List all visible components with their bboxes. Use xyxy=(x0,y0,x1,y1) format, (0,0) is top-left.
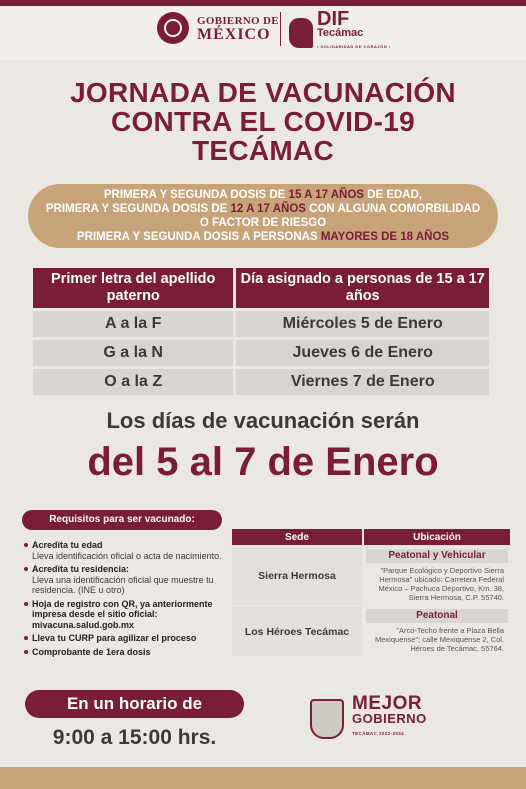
assigned-day: Viernes 7 de Enero xyxy=(236,369,489,395)
logo-line1: MEJOR xyxy=(352,693,423,714)
requirement-title: Hoja de registro con QR, ya anteriormente impresa desde el sitio oficial: mivacuna.salud.gob.mx xyxy=(32,598,213,630)
list-item xyxy=(24,540,234,561)
footer-stripe xyxy=(0,767,526,789)
requirement-title: Acredita tu residencia: xyxy=(32,564,130,574)
requirements-list xyxy=(24,540,234,660)
locations-header-sede: Sede xyxy=(232,529,362,545)
elig-l2-highlight: 12 A 17 AÑOS xyxy=(230,203,306,215)
bullet-icon xyxy=(24,543,28,547)
tecamac-shield-icon xyxy=(310,699,344,739)
elig-l4-a: PRIMERA Y SEGUNDA DOSIS A PERSONAS xyxy=(76,231,321,243)
location-cell xyxy=(364,607,510,656)
requirement-title: Acredita tu edad xyxy=(32,540,103,550)
mejor-gobierno-logo xyxy=(310,693,427,741)
table-row xyxy=(33,340,489,366)
letter-range: O a la Z xyxy=(33,369,233,395)
locations-header-ubicacion: Ubicación xyxy=(364,529,510,545)
list-item xyxy=(24,633,234,644)
requirement-detail: Lleva identificación oficial o acta de nacimiento. xyxy=(32,550,222,561)
gobierno-de-mexico-logo xyxy=(157,12,279,44)
table-row xyxy=(232,547,510,605)
title-line1: JORNADA DE VACUNACIÓN xyxy=(70,77,456,108)
location-name: Sierra Hermosa xyxy=(232,547,362,605)
header-bar xyxy=(0,0,526,60)
elig-l2-b: CON ALGUNA COMORBILIDAD xyxy=(305,203,481,215)
title-line2: CONTRA EL COVID-19 xyxy=(110,106,416,137)
dif-heart-icon xyxy=(289,18,313,48)
table-row xyxy=(33,369,489,395)
locations-table xyxy=(230,527,512,658)
list-item xyxy=(24,599,234,631)
logo-divider xyxy=(280,12,281,46)
requirement-title: Lleva tu CURP para agilizar el proceso xyxy=(32,633,197,643)
logo-line2: GOBIERNO xyxy=(352,711,427,726)
bullet-icon xyxy=(24,602,28,606)
eligibility-text xyxy=(28,188,498,244)
assigned-day: Jueves 6 de Enero xyxy=(236,340,489,366)
elig-l3: O FACTOR DE RIESGO xyxy=(199,217,327,229)
letter-range: G a la N xyxy=(33,340,233,366)
requirements-title: Requisitos para ser vacunado: xyxy=(22,510,222,530)
dif-place: Tecámac xyxy=(317,27,364,39)
location-name: Los Héroes Tecámac xyxy=(232,607,362,656)
location-cell xyxy=(364,547,510,605)
requirement-detail: Lleva una identificación oficial que muestre tu residencia. (INE u otro) xyxy=(32,574,214,595)
page-title xyxy=(0,78,526,165)
schedule-header-day: Día asignado a personas de 15 a 17 años xyxy=(236,268,489,308)
schedule-table xyxy=(30,265,492,398)
access-type-badge: Peatonal xyxy=(366,609,508,623)
gob-line1: GOBIERNO DE xyxy=(197,15,279,27)
top-stripe xyxy=(0,0,526,6)
gob-line2: MÉXICO xyxy=(197,26,271,43)
days-label: Los días de vacunación serán xyxy=(106,408,420,433)
title-line3: TECÁMAC xyxy=(191,135,335,166)
hours-value: 9:00 a 15:00 hrs. xyxy=(52,726,217,749)
location-address: "Arco-Techo frente a Plaza Bella Mexiquense"; calle Mexiquense 2, Col. Héroes de Tecámac, 55764. xyxy=(375,626,504,653)
dif-tecamac-logo xyxy=(289,8,391,54)
bullet-icon xyxy=(24,636,28,640)
table-row xyxy=(33,311,489,337)
location-address: "Parque Ecológico y Deportivo Sierra Hermosa" ubicado: Carretera Federal México – Pachuca Deportivo, Km. 38, Sierra Hermosa, C.P. 55740. xyxy=(378,566,504,602)
elig-l2-a: PRIMERA Y SEGUNDA DOSIS DE xyxy=(45,203,231,215)
assigned-day: Miércoles 5 de Enero xyxy=(236,311,489,337)
elig-l4-highlight: MAYORES DE 18 AÑOS xyxy=(320,231,450,243)
access-type-badge: Peatonal y Vehicular xyxy=(366,549,508,563)
list-item xyxy=(24,647,234,658)
mexico-seal-icon xyxy=(157,12,189,44)
elig-l1-b: DE EDAD, xyxy=(363,189,423,201)
list-item xyxy=(24,564,234,596)
requirement-title: Comprobante de 1era dosis xyxy=(32,646,151,657)
table-row xyxy=(232,607,510,656)
dif-tagline: • SOLIDARIDAD DE CORAZÓN • xyxy=(317,44,391,49)
bullet-icon xyxy=(24,567,28,571)
logo-line3: TECÁMAC 2022-2024 xyxy=(352,731,405,736)
bullet-icon xyxy=(24,650,28,654)
letter-range: A a la F xyxy=(33,311,233,337)
schedule-header-letter: Primer letra del apellido paterno xyxy=(33,268,233,308)
days-range: del 5 al 7 de Enero xyxy=(87,440,439,484)
hours-label: En un horario de xyxy=(25,690,244,718)
elig-l1-highlight: 15 A 17 AÑOS xyxy=(288,189,364,201)
dif-name: DIF xyxy=(317,8,350,30)
elig-l1-a: PRIMERA Y SEGUNDA DOSIS DE xyxy=(103,189,289,201)
